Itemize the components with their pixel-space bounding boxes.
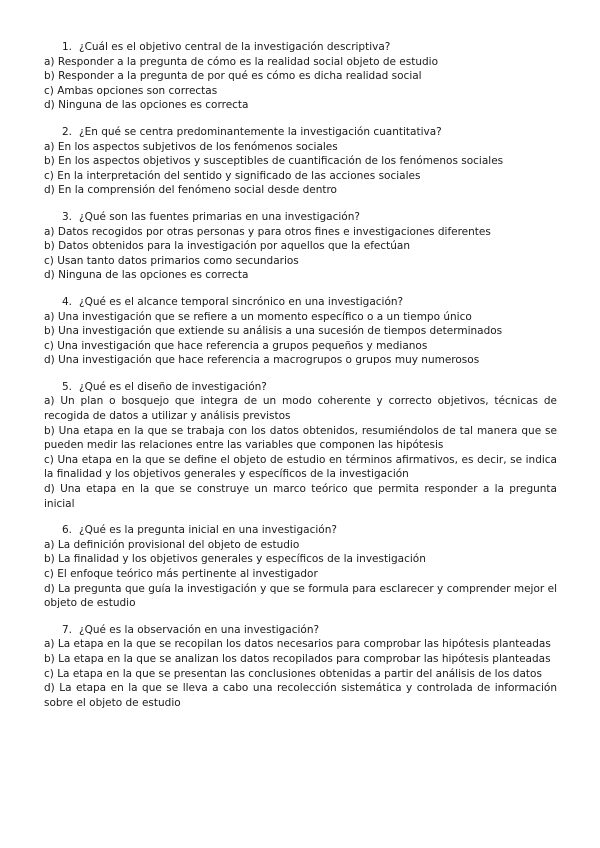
answer-option: c) La etapa en la que se presentan las conclusiones obtenidas a partir del análisis de los datos — [44, 667, 542, 680]
answer-option: c) Una etapa en la que se define el objeto de estudio en términos afirmativos, es decir, se indica la finalidad y los objetivos generales y específicos de la investigación — [44, 453, 557, 481]
answer-option: a) Responder a la pregunta de cómo es la realidad social objeto de estudio — [44, 55, 438, 68]
quiz-page — [44, 40, 557, 722]
question-text: ¿Cuál es el objetivo central de la investigación descriptiva? — [79, 41, 391, 53]
question-title — [44, 295, 557, 310]
answer-option: d) Una etapa en la que se construye un marco teórico que permita responder a la pregunta inicial — [44, 483, 557, 510]
answer-option: d) La pregunta que guía la investigación y que se formula para esclarecer y comprender mejor el objeto de estudio — [44, 582, 557, 610]
question-block — [44, 210, 557, 283]
question-number: 2. — [62, 125, 73, 138]
answer-option: d) Ninguna de las opciones es correcta — [44, 99, 249, 112]
answer-option: a) La definición provisional del objeto de estudio — [44, 538, 300, 551]
question-block — [44, 623, 557, 711]
answer-option: c) Una investigación que hace referencia a grupos pequeños y medianos — [44, 339, 428, 352]
question-text: ¿Qué es la pregunta inicial en una investigación? — [79, 524, 337, 537]
question-title — [44, 380, 557, 395]
question-number: 1. — [62, 41, 73, 53]
question-block — [44, 295, 557, 368]
answer-option: a) La etapa en la que se recopilan los datos necesarios para comprobar las hipótesis planteadas — [44, 638, 551, 651]
answer-option: a) Datos recogidos por otras personas y para otros fines e investigaciones diferentes — [44, 225, 491, 238]
question-text: ¿Qué es la observación en una investigación? — [79, 623, 320, 636]
question-title — [44, 623, 557, 638]
answer-option: d) En la comprensión del fenómeno social desde dentro — [44, 184, 337, 197]
answer-option: c) En la interpretación del sentido y significado de las acciones sociales — [44, 169, 421, 182]
question-text: ¿Qué es el diseño de investigación? — [79, 380, 267, 393]
answer-option: b) Responder a la pregunta de por qué es cómo es dicha realidad social — [44, 70, 422, 83]
question-number: 5. — [62, 380, 73, 393]
answer-option: b) Una investigación que extiende su análisis a una sucesión de tiempos determinados — [44, 325, 503, 338]
answer-option: d) Ninguna de las opciones es correcta — [44, 269, 249, 282]
answer-option: b) La etapa en la que se analizan los datos recopilados para comprobar las hipótesis planteadas — [44, 652, 551, 665]
answer-option: d) Una investigación que hace referencia a macrogrupos o grupos muy numerosos — [44, 354, 480, 367]
question-block — [44, 125, 557, 198]
question-number: 4. — [62, 295, 73, 308]
answer-option: a) Un plan o bosquejo que integra de un modo coherente y correcto objetivos, técnicas de recogida de datos a utilizar y análisis previstos — [44, 395, 557, 423]
answer-option: b) Una etapa en la que se trabaja con los datos obtenidos, resumiéndolos de tal manera que se pueden medir las relaciones entre las variables que componen las hipótesis — [44, 424, 557, 452]
question-block — [44, 523, 557, 611]
question-number: 7. — [62, 623, 73, 636]
question-title — [44, 40, 557, 55]
question-number: 3. — [62, 210, 73, 223]
question-block — [44, 380, 557, 511]
answer-option: d) La etapa en la que se lleva a cabo una recolección sistemática y controlada de información sobre el objeto de estudio — [44, 682, 557, 709]
answer-option: c) Ambas opciones son correctas — [44, 84, 218, 97]
answer-option: a) Una investigación que se refiere a un momento específico o a un tiempo único — [44, 310, 472, 323]
answer-option: b) En los aspectos objetivos y susceptibles de cuantificación de los fenómenos sociales — [44, 155, 504, 168]
question-title — [44, 210, 557, 225]
question-text: ¿Qué es el alcance temporal sincrónico en una investigación? — [79, 295, 404, 308]
question-text: ¿Qué son las fuentes primarias en una investigación? — [79, 210, 360, 223]
answer-option: b) Datos obtenidos para la investigación por aquellos que la efectúan — [44, 240, 411, 253]
answer-option: b) La finalidad y los objetivos generales y específicos de la investigación — [44, 553, 426, 566]
question-title — [44, 125, 557, 140]
question-text: ¿En qué se centra predominantemente la investigación cuantitativa? — [79, 125, 442, 138]
answer-option: a) En los aspectos subjetivos de los fenómenos sociales — [44, 140, 338, 153]
question-block — [44, 40, 557, 113]
answer-option: c) Usan tanto datos primarios como secundarios — [44, 254, 299, 267]
question-number: 6. — [62, 524, 73, 537]
question-title — [44, 523, 557, 538]
answer-option: c) El enfoque teórico más pertinente al investigador — [44, 568, 318, 580]
